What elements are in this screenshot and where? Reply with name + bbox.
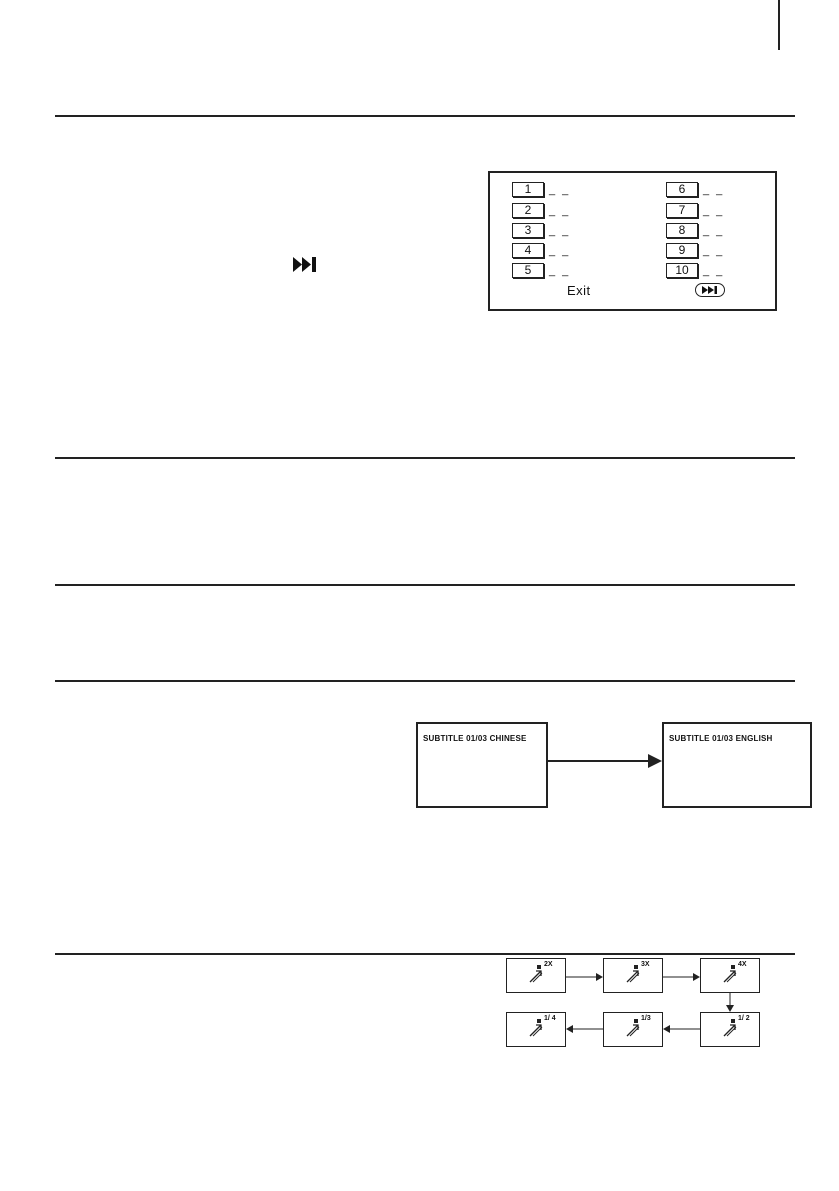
exit-label: Exit xyxy=(567,283,591,298)
program-slot-8 xyxy=(666,223,724,238)
slot-number: 5 xyxy=(512,263,544,278)
program-slot-6 xyxy=(666,182,724,197)
program-slot-2 xyxy=(512,203,570,218)
program-slot-7 xyxy=(666,203,724,218)
slot-number: 1 xyxy=(512,182,544,197)
slot-blank: _ _ xyxy=(703,183,725,196)
right-arrow-icon xyxy=(548,753,664,774)
zoom-level: 2X xyxy=(544,961,553,968)
zoom-icon xyxy=(626,1023,640,1037)
slot-blank: _ _ xyxy=(703,224,725,237)
section-divider xyxy=(55,584,795,586)
left-arrow-icon xyxy=(663,1021,700,1039)
subtitle-screen-chinese xyxy=(416,722,548,808)
slot-number: 3 xyxy=(512,223,544,238)
zoom-icon xyxy=(723,969,737,983)
program-slot-1 xyxy=(512,182,570,197)
zoom-icon xyxy=(626,969,640,983)
slot-blank: _ _ xyxy=(703,204,725,217)
slot-blank: _ _ xyxy=(703,244,725,257)
zoom-screen-3x xyxy=(603,958,663,993)
zoom-icon xyxy=(529,1023,543,1037)
subtitle-screen-english xyxy=(662,722,812,808)
zoom-screen-4x xyxy=(700,958,760,993)
program-screen xyxy=(488,171,777,311)
program-slot-3 xyxy=(512,223,570,238)
zoom-level: 3X xyxy=(641,961,650,968)
slot-number: 8 xyxy=(666,223,698,238)
skip-forward-icon xyxy=(293,256,318,278)
section-divider xyxy=(55,457,795,459)
zoom-screen-quarter xyxy=(506,1012,566,1047)
down-arrow-icon xyxy=(725,993,735,1017)
skip-forward-icon xyxy=(695,283,725,297)
slot-blank: _ _ xyxy=(549,204,571,217)
left-arrow-icon xyxy=(566,1021,603,1039)
program-slot-4 xyxy=(512,243,570,258)
slot-blank: _ _ xyxy=(549,183,571,196)
zoom-level: 4X xyxy=(738,961,747,968)
slot-blank: _ _ xyxy=(549,244,571,257)
right-arrow-icon xyxy=(663,969,700,987)
zoom-icon xyxy=(723,1023,737,1037)
section-divider xyxy=(55,115,795,117)
slot-number: 4 xyxy=(512,243,544,258)
slot-number: 7 xyxy=(666,203,698,218)
zoom-screen-third xyxy=(603,1012,663,1047)
section-divider xyxy=(55,953,795,955)
slot-blank: _ _ xyxy=(549,264,571,277)
cut-mark xyxy=(778,0,780,50)
zoom-level: 1/ 2 xyxy=(738,1015,750,1022)
slot-number: 6 xyxy=(666,182,698,197)
slot-number: 10 xyxy=(666,263,698,278)
zoom-screen-half xyxy=(700,1012,760,1047)
slot-blank: _ _ xyxy=(703,264,725,277)
right-arrow-icon xyxy=(566,969,603,987)
slot-number: 9 xyxy=(666,243,698,258)
slot-blank: _ _ xyxy=(549,224,571,237)
program-slot-10 xyxy=(666,263,724,278)
subtitle-label: SUBTITLE 01/03 CHINESE xyxy=(423,734,527,743)
zoom-level: 1/3 xyxy=(641,1015,651,1022)
subtitle-label: SUBTITLE 01/03 ENGLISH xyxy=(669,734,773,743)
section-divider xyxy=(55,680,795,682)
slot-number: 2 xyxy=(512,203,544,218)
program-slot-9 xyxy=(666,243,724,258)
program-slot-5 xyxy=(512,263,570,278)
zoom-icon xyxy=(529,969,543,983)
zoom-screen-2x xyxy=(506,958,566,993)
zoom-level: 1/ 4 xyxy=(544,1015,556,1022)
